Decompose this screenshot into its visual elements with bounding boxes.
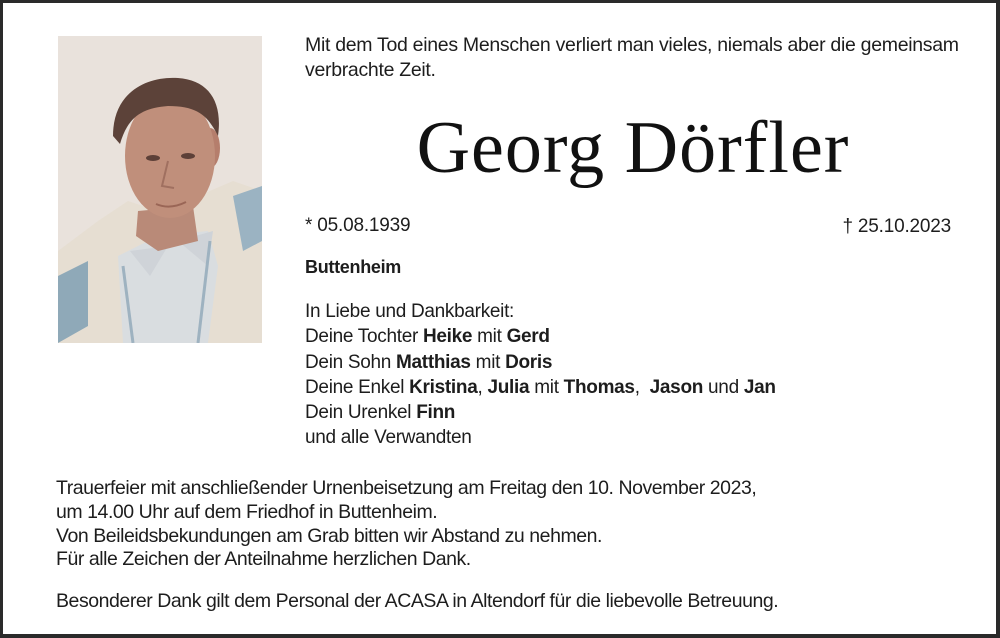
mourner-name: Gerd xyxy=(506,326,550,348)
mourner-name: Jan xyxy=(743,376,776,398)
mourner-line-great-grandchild: Dein Urenkel Finn xyxy=(305,402,456,424)
mourner-line-daughter: Deine Tochter Heike mit Gerd xyxy=(305,326,550,348)
residence-place: Buttenheim xyxy=(305,257,402,277)
obituary-notice xyxy=(3,3,996,634)
funeral-notice-line: Von Beileidsbekundungen am Grab bitten wir Abstand zu nehmen. xyxy=(56,524,603,547)
mourner-name: Julia xyxy=(487,376,530,398)
funeral-notice-line: Trauerfeier mit anschließender Urnenbeisetzung am Freitag den 10. November 2023, xyxy=(56,477,757,499)
funeral-notice-line: Für alle Zeichen der Anteilnahme herzlichen Dank. xyxy=(56,548,471,571)
portrait-image xyxy=(58,36,262,343)
birth-date: * 05.08.1939 xyxy=(305,215,411,236)
funeral-notice-line: um 14.00 Uhr auf dem Friedhof in Buttenheim. xyxy=(56,500,438,523)
mourner-name: Thomas xyxy=(563,376,635,398)
motto-quote: Mit dem Tod eines Menschen verliert man vieles, niemals aber die gemeinsam verbrachte Zeit. xyxy=(305,34,959,81)
mourner-name: Finn xyxy=(416,402,456,424)
special-thanks: Besonderer Dank gilt dem Personal der ACASA in Altendorf für die liebevolle Betreuung. xyxy=(56,590,779,612)
mourner-name: Doris xyxy=(505,351,553,373)
mourner-name: Matthias xyxy=(396,351,471,373)
portrait-photo xyxy=(58,36,262,343)
mourner-line-grandchildren: Deine Enkel Kristina, Julia mit Thomas, Jason und Jan xyxy=(305,376,776,398)
mourners-list xyxy=(305,299,925,451)
death-date: † 25.10.2023 xyxy=(842,216,951,237)
funeral-notice xyxy=(56,477,956,572)
mourner-line-son: Dein Sohn Matthias mit Doris xyxy=(305,351,553,373)
mourner-name: Heike xyxy=(422,326,473,348)
mourners-intro: In Liebe und Dankbarkeit: xyxy=(305,301,515,322)
mourners-closing: und alle Verwandten xyxy=(305,427,472,449)
mourner-name: Jason xyxy=(649,376,704,398)
deceased-name: Georg Dörfler xyxy=(416,107,850,189)
mourner-name: Kristina xyxy=(409,376,478,398)
